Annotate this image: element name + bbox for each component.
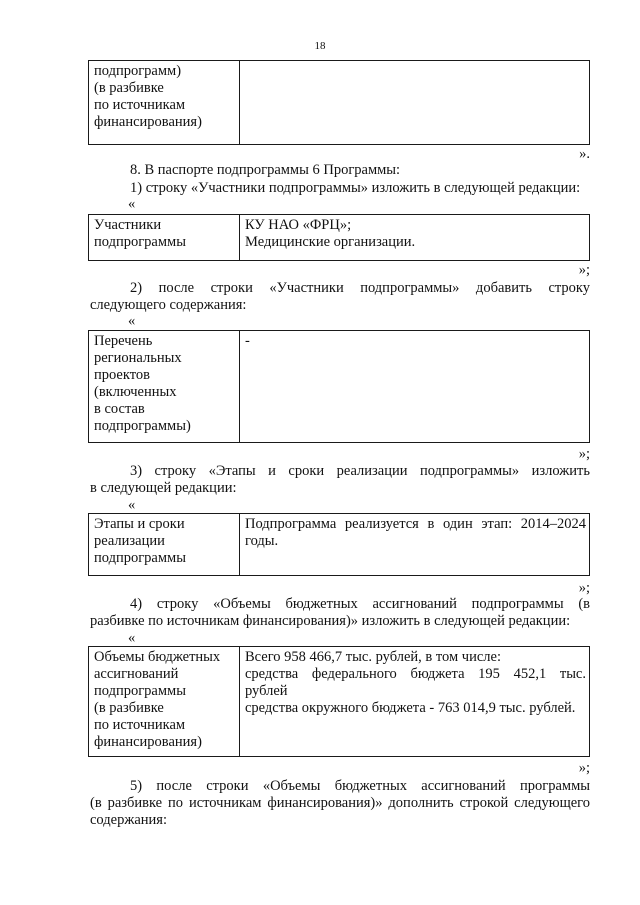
cell-line: по источникам (94, 717, 186, 733)
cell-line: Участники (94, 217, 162, 233)
paragraph-8-3-line-2: в следующей редакции: (90, 480, 237, 496)
paragraph-8-2-line-2: следующего содержания: (90, 297, 247, 313)
paragraph-8-5-line-2: (в разбивке по источникам финансирования)» дополнить строкой следующего (90, 795, 590, 811)
table-participants (88, 214, 590, 261)
table-top-right-cell (240, 61, 590, 145)
cell-line: подпрограммы (94, 683, 186, 699)
paragraph-8-4-line-2: разбивке по источникам финансирования)» изложить в следующей редакции: (90, 613, 571, 629)
table-budget-volumes (88, 646, 590, 757)
cell-line: проектов (94, 367, 150, 383)
open-quote-1: « (128, 196, 136, 212)
table-regional-projects (88, 330, 590, 443)
participants-value-cell (240, 215, 590, 261)
cell-line: подпрограммы (94, 550, 186, 566)
paragraph-8-5-line-1: 5) после строки «Объемы бюджетных ассигнований программы (130, 778, 590, 794)
cell-line: средства окружного бюджета - 763 014,9 тыс. рублей. (245, 700, 576, 716)
stages-value-cell (240, 514, 590, 576)
participants-label-cell (89, 215, 240, 261)
cell-line: подпрограммы) (94, 418, 191, 434)
cell-line: Объемы бюджетных (94, 649, 221, 665)
cell-line: годы. (245, 533, 279, 549)
cell-line: ассигнований (94, 666, 179, 682)
table-stages (88, 513, 590, 576)
cell-line: финансирования) (94, 734, 202, 750)
paragraph-8-3-line-1: 3) строку «Этапы и сроки реализации подпрограммы» изложить (130, 463, 590, 479)
cell-line: (в разбивке (94, 700, 164, 716)
cell-line: реализации (94, 533, 165, 549)
cell-line: средства федерального бюджета 195 452,1 тыс. (245, 666, 586, 682)
cell-line: Перечень (94, 333, 153, 349)
closing-quote-4: »; (578, 580, 590, 596)
volumes-label-cell (89, 647, 240, 757)
cell-line: подпрограммы (94, 234, 186, 250)
closing-quote-1: ». (579, 146, 590, 162)
paragraph-8-2-line-1: 2) после строки «Участники подпрограммы» добавить строку (130, 280, 590, 296)
closing-quote-2: »; (578, 262, 590, 278)
paragraph-8: 8. В паспорте подпрограммы 6 Программы: (130, 162, 401, 178)
volumes-value-cell (240, 647, 590, 757)
cell-line: Медицинские организации. (245, 234, 416, 250)
cell-line: по источникам (94, 97, 186, 113)
cell-line: в состав (94, 401, 145, 417)
cell-line: региональных (94, 350, 182, 366)
cell-line: Подпрограмма реализуется в один этап: 2014–2024 (245, 516, 586, 532)
cell-line: - (245, 333, 250, 349)
cell-line: финансирования) (94, 114, 202, 130)
open-quote-3: « (128, 497, 136, 513)
paragraph-8-4-line-1: 4) строку «Объемы бюджетных ассигнований подпрограммы (в (130, 596, 590, 612)
paragraph-8-5-line-3: содержания: (90, 812, 168, 828)
closing-quote-5: »; (578, 760, 590, 776)
closing-quote-3: »; (578, 446, 590, 462)
paragraph-8-1: 1) строку «Участники подпрограммы» изложить в следующей редакции: (130, 180, 581, 196)
open-quote-4: « (128, 630, 136, 646)
cell-line: подпрограмм) (94, 63, 182, 79)
stages-label-cell (89, 514, 240, 576)
projects-label-cell (89, 331, 240, 443)
cell-line: Всего 958 466,7 тыс. рублей, в том числе: (245, 649, 501, 665)
projects-value-cell (240, 331, 590, 443)
table-top-fragment (88, 60, 590, 145)
cell-line: (в разбивке (94, 80, 164, 96)
cell-line: (включенных (94, 384, 177, 400)
open-quote-2: « (128, 313, 136, 329)
cell-line: Этапы и сроки (94, 516, 185, 532)
cell-line: рублей (245, 683, 288, 699)
table-top-left-cell (89, 61, 240, 145)
page-number: 18 (314, 40, 326, 52)
cell-line: КУ НАО «ФРЦ»; (245, 217, 352, 233)
